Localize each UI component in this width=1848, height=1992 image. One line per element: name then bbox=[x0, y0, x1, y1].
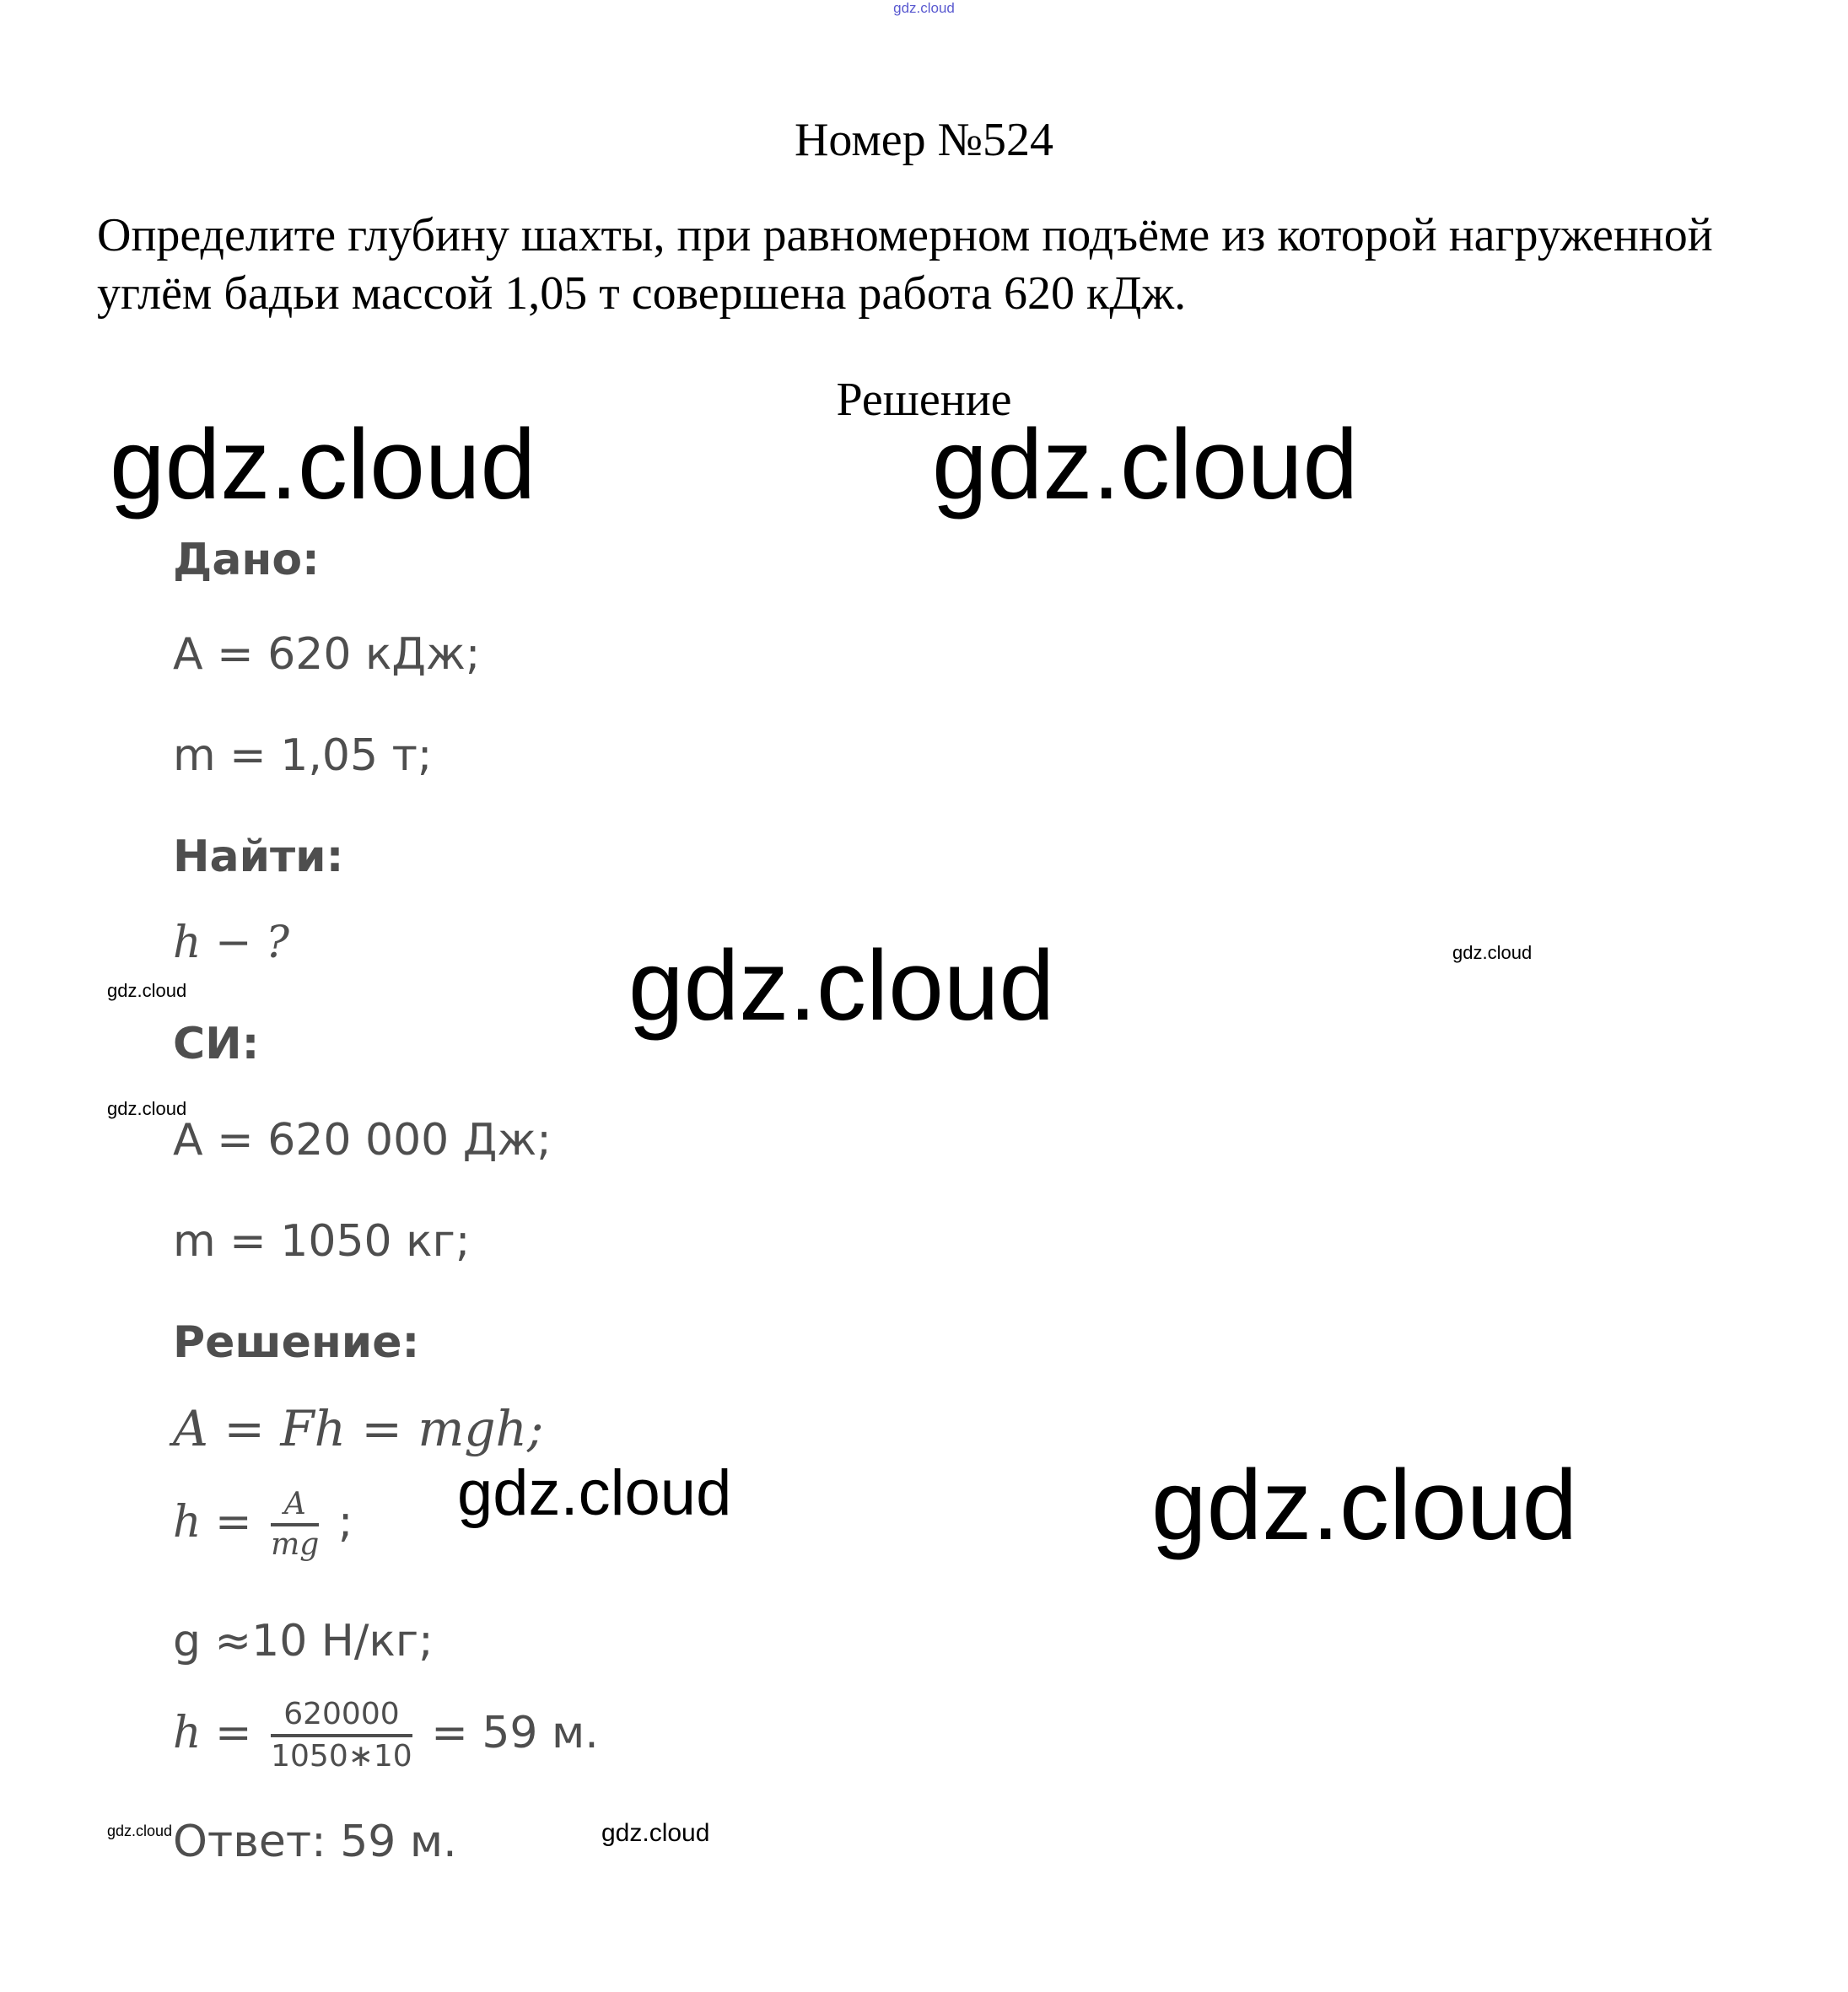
calculation bbox=[173, 1695, 599, 1776]
task-text: Определите глубину шахты, при равномерном подъёме из которой нагруженной углём бадьи массой 1,05 т совершена работа 620 кДж. bbox=[97, 209, 1713, 320]
si-mass: m = 1050 кг; bbox=[173, 1216, 471, 1267]
watermark: gdz.cloud bbox=[1452, 942, 1533, 963]
formula-work: A = Fh = mgh; bbox=[173, 1400, 544, 1457]
watermark: gdz.cloud bbox=[107, 980, 187, 1001]
calc-denominator: 1050∗10 bbox=[271, 1739, 412, 1774]
watermark: gdz.cloud bbox=[107, 1822, 173, 1839]
watermark: gdz.cloud bbox=[1151, 1450, 1578, 1561]
find-label: Найти: bbox=[173, 832, 344, 882]
watermark: gdz.cloud bbox=[110, 409, 536, 520]
given-label: Дано: bbox=[173, 535, 320, 585]
formula-depth-tail: ; bbox=[337, 1497, 353, 1548]
gravity-value: g ≈10 Н/кг; bbox=[173, 1616, 434, 1666]
watermark: gdz.cloud bbox=[932, 409, 1359, 520]
formula-depth bbox=[173, 1486, 353, 1564]
solution-heading: Решение bbox=[836, 374, 1012, 426]
page-title: Номер №524 bbox=[794, 114, 1054, 166]
calc-lhs: h = bbox=[173, 1708, 252, 1758]
watermark: gdz.cloud bbox=[457, 1457, 732, 1529]
answer: Ответ: 59 м. bbox=[173, 1817, 457, 1867]
solution-label: Решение: bbox=[173, 1317, 420, 1368]
watermark: gdz.cloud bbox=[601, 1819, 710, 1847]
formula-depth-numerator: A bbox=[271, 1486, 319, 1526]
formula-depth-fraction bbox=[271, 1486, 319, 1564]
watermark: gdz.cloud bbox=[107, 1098, 187, 1119]
si-work: A = 620 000 Дж; bbox=[173, 1115, 552, 1166]
calc-fraction bbox=[271, 1695, 412, 1776]
find-depth: h − ? bbox=[173, 918, 289, 968]
top-watermark: gdz.cloud bbox=[893, 0, 955, 16]
si-label: СИ: bbox=[173, 1019, 260, 1069]
formula-depth-lhs: h = bbox=[173, 1497, 252, 1548]
formula-depth-denominator: mg bbox=[271, 1527, 320, 1562]
given-mass: m = 1,05 т; bbox=[173, 730, 433, 781]
calc-rhs: = 59 м. bbox=[431, 1708, 599, 1758]
watermark: gdz.cloud bbox=[628, 930, 1055, 1042]
calc-numerator: 620000 bbox=[271, 1695, 412, 1737]
given-work: A = 620 кДж; bbox=[173, 629, 481, 680]
